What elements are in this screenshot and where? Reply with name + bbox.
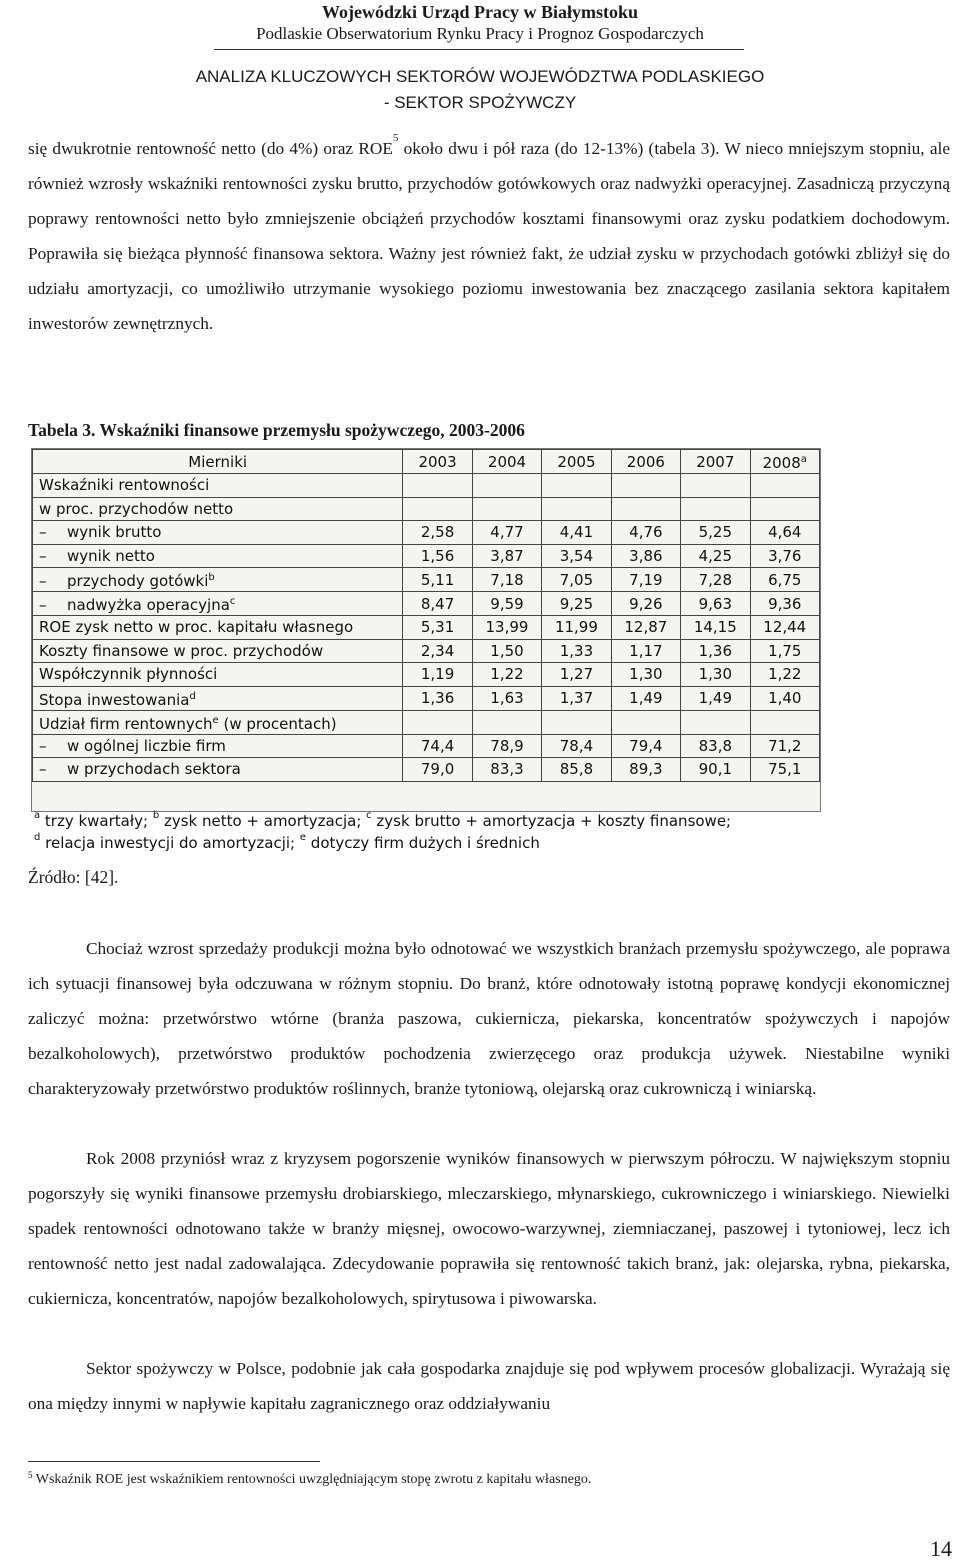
dash-marker: – (39, 596, 47, 614)
table-cell: 1,22 (472, 663, 541, 687)
row-label: wynik brutto (67, 523, 162, 542)
dash-marker: – (39, 760, 47, 779)
header-cell-year: 2007 (681, 450, 750, 474)
table-cell: 89,3 (611, 758, 680, 782)
table-cell: 79,0 (403, 758, 472, 782)
header-cell-year (750, 450, 819, 474)
table-cell: 8,47 (403, 592, 472, 616)
table-cell: 5,31 (403, 616, 472, 640)
table-cell: 9,63 (681, 592, 750, 616)
table-cell: 6,75 (750, 568, 819, 592)
row-note-mark: b (208, 572, 215, 583)
table-cell: 1,49 (681, 686, 750, 710)
intro-text-part1: się dwukrotnie rentowność netto (do 4%) oraz ROE (28, 139, 393, 158)
note-mark: a (34, 810, 41, 821)
table-cell: 1,30 (611, 663, 680, 687)
table-row (33, 734, 820, 758)
table-cell: 9,26 (611, 592, 680, 616)
footnote-text: Wskaźnik ROE jest wskaźnikiem rentowności uwzględniającym stopę zwrotu z kapitału własnego. (32, 1472, 592, 1487)
group-label-unit: (w procentach) (218, 714, 337, 733)
table-cell: 71,2 (750, 734, 819, 758)
note-text: dotyczy firm dużych i średnich (306, 834, 540, 852)
group-note-mark: e (212, 714, 219, 726)
dash-marker: – (39, 572, 47, 590)
table-row (33, 592, 820, 616)
header-department: Podlaskie Obserwatorium Rynku Pracy i Prognoz Gospodarczych (256, 24, 704, 43)
table-cell: 1,17 (611, 639, 680, 663)
table-cell: 13,99 (472, 616, 541, 640)
table-cell: 1,36 (681, 639, 750, 663)
table-cell: 79,4 (611, 734, 680, 758)
group-label: w proc. przychodów netto (33, 497, 403, 521)
header-cell-year: 2003 (403, 450, 472, 474)
intro-paragraph (28, 131, 950, 341)
table-cell: 83,8 (681, 734, 750, 758)
note-text: zysk brutto + amortyzacja + koszty finansowe; (371, 812, 732, 830)
table-cell: 4,64 (750, 521, 819, 545)
note-text: relacja inwestycji do amortyzacji; (40, 834, 300, 852)
table-cell: 1,75 (750, 639, 819, 663)
table-row (33, 568, 820, 592)
intro-text-part2: około dwu i pół raza (do 12-13%) (tabela 3). W nieco mniejszym stopniu, ale również wzrosły wskaźniki rentowności zysku brutto, przychodów gotówkowych oraz nadwyżki operacyjnej. Zasadniczą przyczyną poprawy rentowności netto było zmniejszenie obciążeń przychodów kosztami finansowymi oraz zysku podatkiem dochodowym. Poprawiła się bieżąca płynność finansowa sektora. Ważny jest również fakt, że udział zysku w przychodach gotówki zbliżył się do udziału amortyzacji, co umożliwiło utrzymanie wysokiego poziomu inwestowania bez znaczącego zasilania sektora kapitałem inwestorów zewnętrznych. (28, 139, 950, 333)
table-cell: 1,22 (750, 663, 819, 687)
row-label: wynik netto (67, 546, 155, 565)
table-cell: 7,05 (542, 568, 611, 592)
dash-marker: – (39, 736, 47, 755)
header-cell-measures: Mierniki (33, 450, 403, 474)
table-cell: 11,99 (542, 616, 611, 640)
financial-table-image (31, 448, 821, 812)
table-cell: 9,59 (472, 592, 541, 616)
table-row (33, 616, 820, 640)
header-cell-year: 2006 (611, 450, 680, 474)
table-cell: 74,4 (403, 734, 472, 758)
table-cell: 7,19 (611, 568, 680, 592)
table-cell: 3,76 (750, 544, 819, 568)
table-group-row (33, 710, 820, 734)
table-cell: 3,86 (611, 544, 680, 568)
table-source: Źródło: [42]. (28, 867, 119, 887)
table-cell: 1,56 (403, 544, 472, 568)
table-note-line (34, 832, 731, 854)
table-row (33, 639, 820, 663)
table-row (33, 686, 820, 710)
row-label: Stopa inwestowania (39, 690, 190, 709)
dash-marker: – (39, 546, 47, 565)
body-paragraph: Chociaż wzrost sprzedaży produkcji można było odnotować we wszystkich branżach przemysłu spożywczego, ale poprawa ich sytuacji finansowej była odczuwana w różnym stopniu. Do branż, które odnotowały istotną poprawę kondycji ekonomicznej zaliczyć można: przetwórstwo wtórne (branża paszowa, cukiernicza, piekarska, koncentratów spożywczych i napojów bezalkoholowych), przetwórstwo produktów pochodzenia zwierzęcego oraz produkcja używek. Niestabilne wyniki charakteryzowały przetwórstwo produktów roślinnych, branże tytoniową, olejarską oraz cukrowniczą i winiarską. (28, 939, 950, 1098)
table-group-row (33, 497, 820, 521)
table-cell: 85,8 (542, 758, 611, 782)
note-mark: e (299, 832, 307, 843)
table-cell: 1,33 (542, 639, 611, 663)
table-cell: 1,63 (472, 686, 541, 710)
table-row (33, 544, 820, 568)
table-title: Tabela 3. Wskaźniki finansowe przemysłu spożywczego, 2003-2006 (28, 420, 525, 440)
table-cell: 7,28 (681, 568, 750, 592)
table-row (33, 663, 820, 687)
table-cell: 4,25 (681, 544, 750, 568)
table-cell: 1,36 (403, 686, 472, 710)
row-label: nadwyżka operacyjna (67, 596, 230, 614)
table-notes (34, 810, 731, 854)
note-mark: d (34, 832, 41, 843)
table-cell: 5,11 (403, 568, 472, 592)
year-note-mark: a (800, 454, 807, 465)
table-cell: 4,41 (542, 521, 611, 545)
footnote-ref: 5 (392, 132, 399, 144)
table-cell: 9,36 (750, 592, 819, 616)
table-cell: 1,40 (750, 686, 819, 710)
row-label: Współczynnik płynności (33, 663, 403, 687)
table-group-row (33, 474, 820, 498)
table-cell: 1,27 (542, 663, 611, 687)
note-mark: b (152, 810, 160, 821)
table-cell: 4,76 (611, 521, 680, 545)
table-cell: 75,1 (750, 758, 819, 782)
table-cell: 2,34 (403, 639, 472, 663)
dash-marker: – (39, 523, 47, 542)
table-cell: 1,49 (611, 686, 680, 710)
header-institution: Wojewódzki Urząd Pracy w Białymstoku (322, 2, 638, 22)
page-number: 14 (930, 1536, 952, 1561)
header-report-title: ANALIZA KLUCZOWYCH SEKTORÓW WOJEWÓDZTWA PODLASKIEGO (195, 67, 765, 86)
year-label: 2008 (762, 454, 801, 472)
financial-indicators-table (32, 449, 820, 782)
header-cell-year: 2004 (472, 450, 541, 474)
table-cell: 4,77 (472, 521, 541, 545)
table-cell: 3,87 (472, 544, 541, 568)
table-note-line (34, 810, 731, 832)
note-text: zysk netto + amortyzacja; (159, 812, 367, 830)
header-divider (214, 49, 744, 50)
table-cell: 1,19 (403, 663, 472, 687)
row-label: Koszty finansowe w proc. przychodów (33, 639, 403, 663)
note-text: trzy kwartały; (40, 812, 153, 830)
row-label: w ogólnej liczbie firm (67, 736, 226, 755)
table-cell: 78,9 (472, 734, 541, 758)
table-header-row (33, 450, 820, 474)
row-label: w przychodach sektora (67, 760, 241, 779)
table-cell: 12,87 (611, 616, 680, 640)
table-cell: 2,58 (403, 521, 472, 545)
table-cell: 90,1 (681, 758, 750, 782)
group-label: Wskaźniki rentowności (33, 474, 403, 498)
table-cell: 83,3 (472, 758, 541, 782)
note-mark: c (366, 810, 372, 821)
table-cell: 1,37 (542, 686, 611, 710)
row-note-mark: c (229, 596, 236, 607)
footnote (28, 1470, 591, 1490)
table-cell: 14,15 (681, 616, 750, 640)
footnote-mark: 5 (28, 1470, 33, 1480)
table-cell: 7,18 (472, 568, 541, 592)
table-cell: 5,25 (681, 521, 750, 545)
row-label: przychody gotówki (67, 572, 209, 590)
table-cell: 3,54 (542, 544, 611, 568)
row-note-mark: d (189, 690, 196, 702)
header-cell-year: 2005 (542, 450, 611, 474)
table-cell: 1,50 (472, 639, 541, 663)
table-cell: 12,44 (750, 616, 819, 640)
header-report-subtitle: - SEKTOR SPOŻYWCZY (383, 93, 577, 112)
group-label: Udział firm rentownych (39, 714, 213, 733)
body-paragraph: Sektor spożywczy w Polsce, podobnie jak cała gospodarka znajduje się pod wpływem procesów globalizacji. Wyrażają się ona między innymi w napływie kapitału zagranicznego oraz oddziaływaniu (28, 1359, 950, 1413)
row-label: ROE zysk netto w proc. kapitału własnego (33, 616, 403, 640)
body-paragraph: Rok 2008 przyniósł wraz z kryzysem pogorszenie wyników finansowych w pierwszym półroczu. W największym stopniu pogorszyły się wyniki finansowe przemysłu drobiarskiego, mleczarskiego, młynarskiego, cukrowniczego i winiarskiego. Niewielki spadek rentowności odnotowano także w branży mięsnej, owocowo-warzywnej, ziemniaczanej, paszowej i tytoniowej, lecz ich rentowność netto jest nadal zadowalająca. Zdecydowanie poprawiła się rentowność takich branż, jak: olejarska, rybna, piekarska, cukiernicza, koncentratów, napojów bezalkoholowych, spirytusowa i piwowarska. (28, 1149, 950, 1308)
table-cell: 9,25 (542, 592, 611, 616)
footnote-divider (28, 1461, 320, 1462)
table-row (33, 521, 820, 545)
table-row (33, 758, 820, 782)
table-cell: 1,30 (681, 663, 750, 687)
table-cell: 78,4 (542, 734, 611, 758)
